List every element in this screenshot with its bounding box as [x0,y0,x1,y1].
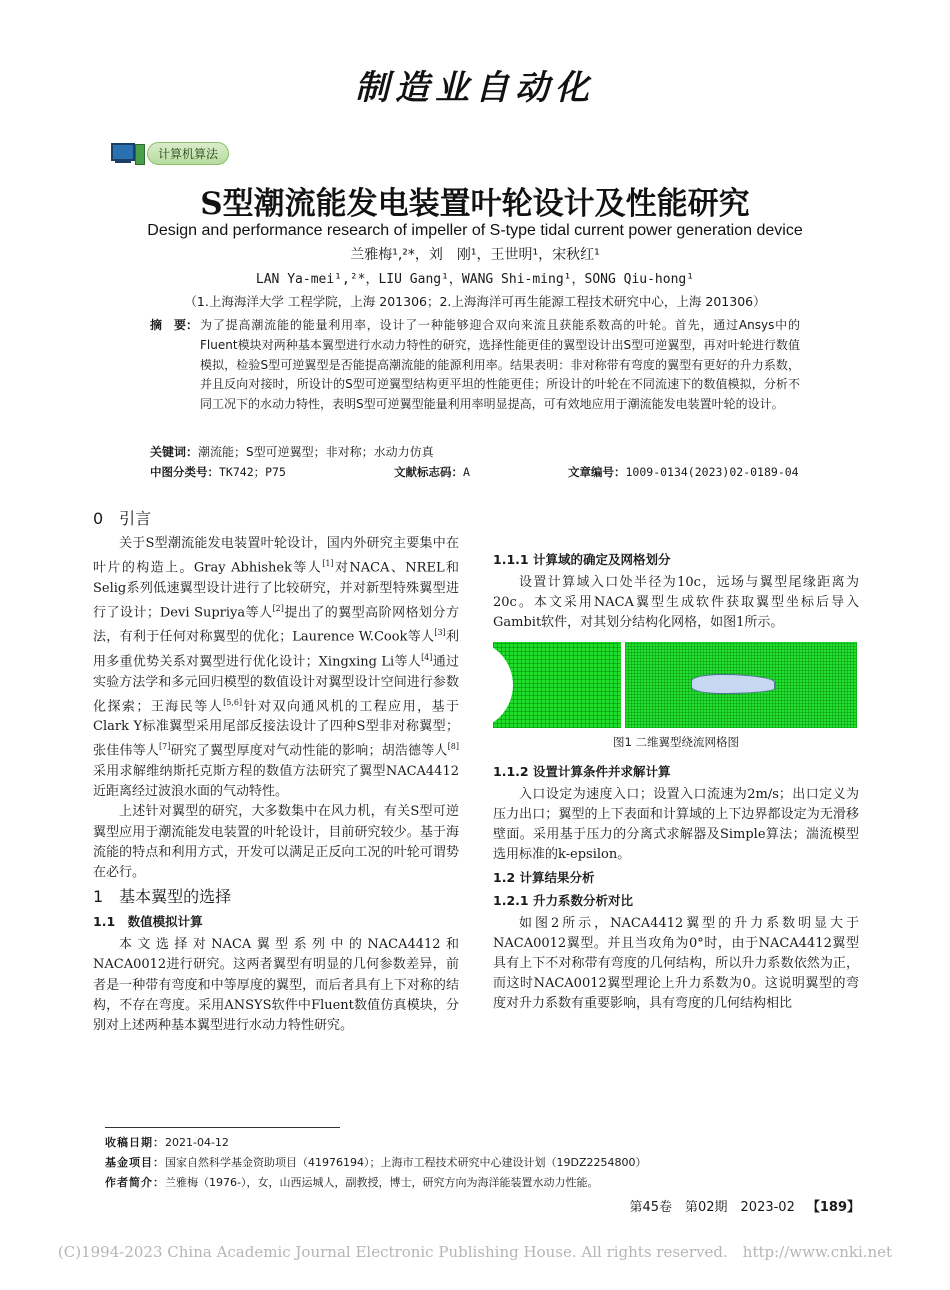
citation[interactable]: [4] [421,653,433,662]
keywords [150,443,434,460]
category-label: 计算机算法 [147,142,229,165]
citation[interactable]: [3] [434,628,446,638]
section-1-1-heading: 1.1 数值模拟计算 [93,914,203,930]
footnote-author: 作者简介：兰雅梅（1976-），女，山西运城人，副教授，博士，研究方向为海洋能装置水动力性能。 [105,1176,599,1189]
document-code: 文献标志码：A [394,465,470,479]
title-en: Design and performance research of impeller of S-type tidal current power generation device [147,222,803,239]
authors-en: LAN Ya-mei¹,²*，LIU Gang¹，WANG Shi-ming¹，SONG Qiu-hong¹ [255,272,695,287]
footnotes [105,1133,865,1193]
section-1-2-heading: 1.2 计算结果分析 [493,869,595,885]
intro-paragraph-2: 上述针对翼型的研究，大多数集中在风力机，有关S型可逆翼型应用于潮流能发电装置的叶轮设计，目前研究较少。基于海流能的特点和利用方式，开发可以满足正反向工况的叶轮可谓势在必行。 [93,804,459,881]
abstract-text: 为了提高潮流能的能量利用率，设计了一种能够迎合双向来流且获能系数高的叶轮。首先，通过Ansys中的Fluent模块对两种基本翼型进行水动力特性的研究，选择性能更佳的翼型设计出S型可逆翼型，再对叶轮进行数值模拟，检验S型可逆翼型是否能提高潮流能的能源利用率。结果表明：非对称带有弯度的翼型有更好的升力系数，并且反向对接时，所设计的S型可逆翼型结构更平坦的性能更佳；所设计的叶轮在不同流速下的数值模拟，分析不同工况下的水动力特性，表明S型可逆翼型能量利用率明显提高，可有效地应用于潮流能发电装置叶轮的设计。 [200,318,800,412]
abstract-label: 摘 要： [150,318,199,332]
figure-1-caption: 图1 二维翼型绕流网格图 [613,734,739,749]
mesh-inlet-region [493,642,621,728]
section-1-2-1-heading: 1.2.1 升力系数分析对比 [493,892,633,908]
citation[interactable]: [7] [158,742,171,752]
article-number: 文章编号：1009-0134(2023)02-0189-04 [568,465,799,479]
classification-row [150,464,800,480]
citation[interactable]: [2] [272,603,284,613]
citation[interactable]: [8] [447,742,459,752]
page-number: 【189】 [806,1200,860,1215]
title-cn: S型潮流能发电装置叶轮设计及性能研究 [200,186,750,222]
footnote-received: 收稿日期：2021-04-12 [105,1136,229,1149]
clc-number: 中图分类号：TK742；P75 [150,465,286,479]
abstract [150,316,800,415]
figure-1-mesh [493,642,857,728]
affiliations: （1.上海海洋大学 工程学院，上海 201306；2.上海海洋可再生能源工程技术研究中心，上海 201306） [184,294,766,309]
mesh-airfoil-region [625,642,857,728]
airfoil-shape [691,674,775,694]
computer-icon [107,141,147,165]
section-0-heading: 0 引言 [93,509,152,528]
keywords-label: 关键词： [150,445,199,459]
footnote-divider [105,1127,340,1128]
right-column [493,505,859,1015]
section-1-heading: 1 基本翼型的选择 [93,887,232,907]
cnki-watermark: (C)1994-2023 China Academic Journal Electronic Publishing House. All rights reserved. http://www.cnki.net [57,1243,893,1261]
section-1-1-paragraph: 本文选择对NACA翼型系列中的NACA4412和NACA0012进行研究。这两者翼型有明显的几何参数差异，前者是一种带有弯度和中等厚度的翼型，而后者具有上下对称的结构，不存在弯度。采用ANSYS软件中Fluent数值仿真模块，分别对上述两种基本翼型进行水动力特性研究。 [93,937,459,1034]
issue-info: 第45卷 第02期 2023-02 [629,1200,795,1215]
intro-paragraph-1: 关于S型潮流能发电装置叶轮设计，国内外研究主要集中在叶片的构造上。Gray Abhishek等人[1]对NACA、NREL和Selig系列低速翼型设计进行了比较研究，并对新型特殊翼型进行了设计；Devi Supriya等人[2]提出了的翼型高阶网格划分方法，有利于任何对称翼型的优化；Laurence W.Cook等人[3]利用多重优势关系对翼型进行优化设计；Xingxing Li等人[4]通过实验方法学和多元回归模型的数值设计对翼型设计空间进行参数化探索；王海民等人[5,6]针对双向通风机的工程应用，基于Clark Y标准翼型采用尾部反接法设计了四种S型非对称翼型；张佳伟等人[7]研究了翼型厚度对气动性能的影响；胡浩德等人[8]采用求解维纳斯托克斯方程的数值方法研究了翼型NACA4412近距离经过波浪水面的气动特性。 [93,536,460,800]
section-1-2-1-paragraph: 如图2所示，NACA4412翼型的升力系数明显大于NACA0012翼型。并且当攻角为0°时，由于NACA4412翼型具有上下不对称带有弯度的几何结构，所以升力系数依然为正，而这时NACA0012翼型理论上升力系数为0。这说明翼型的弯度对升力系数有重要影响，具有弯度的几何结构相比 [493,915,859,1012]
citation[interactable]: [1] [322,559,334,569]
category-tag [107,141,229,165]
footnote-fund: 基金项目：国家自然科学基金资助项目（41976194）；上海市工程技术研究中心建设计划（19DZ2254800） [105,1156,647,1169]
authors-cn: 兰雅梅¹,²*，刘 刚¹，王世明¹，宋秋红¹ [350,247,600,263]
section-1-1-1-heading: 1.1.1 计算域的确定及网格划分 [493,552,671,567]
left-column [93,505,459,1036]
section-1-1-2-paragraph: 入口设定为速度入口；设置入口流速为2m/s；出口定义为压力出口；翼型的上下表面和计算域的上下边界都设定为无滑移壁面。采用基于压力的分离式求解器及Simple算法；湍流模型选用标准的k-epsilon。 [493,786,859,863]
section-1-1-2-heading: 1.1.2 设置计算条件并求解计算 [493,763,671,779]
journal-logo: 制造业自动化 [355,68,595,108]
section-1-1-1-paragraph: 设置计算域入口处半径为10c，远场与翼型尾缘距离为20c。本文采用NACA翼型生成软件获取翼型坐标后导入Gambit软件，对其划分结构化网格，如图1所示。 [493,575,859,631]
citation[interactable]: [5,6] [223,697,243,707]
page-footer [600,1196,860,1215]
keywords-text: 潮流能；S型可逆翼型；非对称；水动力仿真 [198,445,434,459]
